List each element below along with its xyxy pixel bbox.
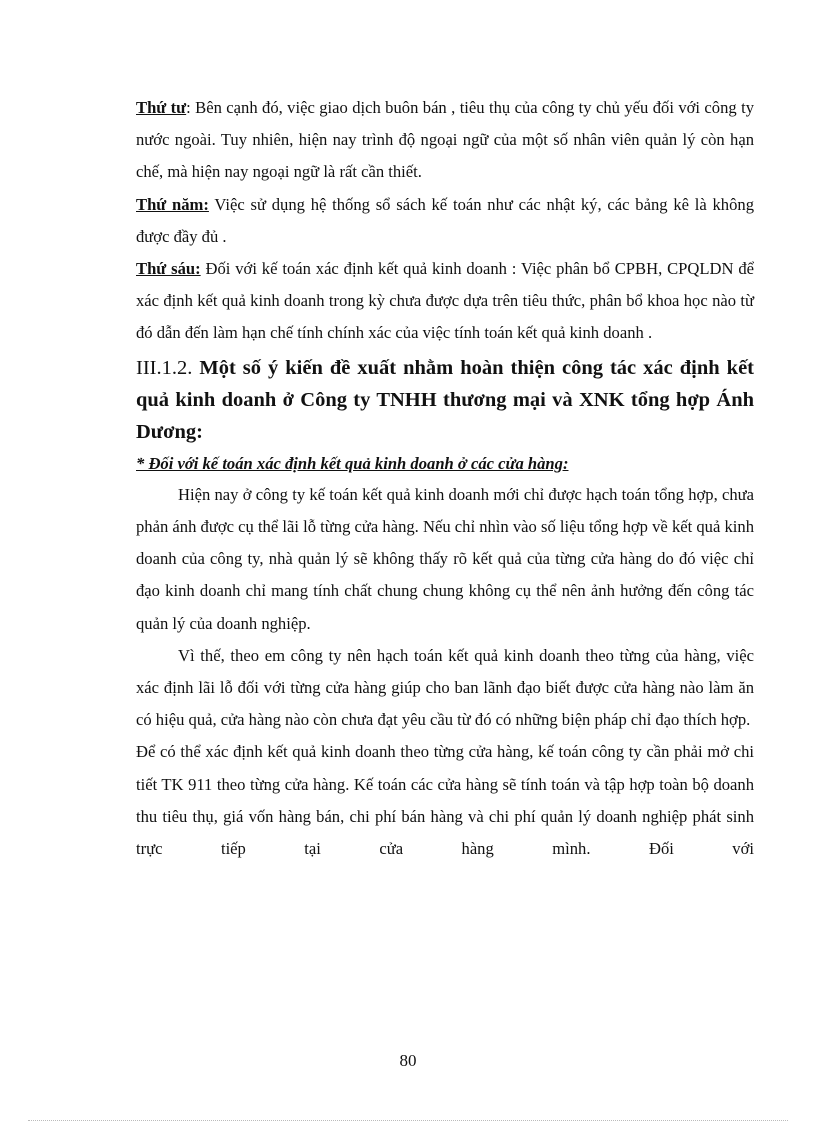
paragraph-label: Thứ tư [136,98,187,117]
body-paragraph-1: Hiện nay ở công ty kế toán kết quả kinh doanh mới chỉ được hạch toán tổng hợp, chưa phản ánh được cụ thể lãi lỗ từng cửa hàng. Nếu chỉ nhìn vào số liệu tổng hợp về kết quả kinh doanh của công ty, nhà quản lý sẽ không thấy rõ kết quả của từng cửa hàng do đó việc chỉ đạo kinh doanh chỉ mang tính chất chung chung không cụ thể nên ảnh hưởng đến công tác quản lý của doanh nghiệp. [136,484,754,633]
section-title: Một số ý kiến đề xuất nhằm hoàn thiện công tác xác định kết quả kinh doanh ở Công ty TNHH thương mại và XNK tổng hợp Ánh Dương: [136,356,754,444]
paragraph-thu-sau [136,253,754,350]
section-number: III.1.2. [136,356,193,379]
paragraph-thu-nam [136,189,754,253]
paragraph-text: Việc sử dụng hệ thống sổ sách kế toán như các nhật ký, các bảng kê là không được đầy đủ . [136,194,754,246]
paragraph-thu-tu [136,92,754,189]
section-heading [136,352,754,449]
paragraph-text: : Bên cạnh đó, việc giao dịch buôn bán , tiêu thụ của công ty chủ yếu đối với công ty nước ngoài. Tuy nhiên, hiện nay trình độ ngoại ngữ của một số nhân viên quản lý còn hạn chế, mà hiện nay ngoại ngữ là rất cần thiết. [136,98,754,182]
page-number: 80 [399,1051,417,1070]
body-paragraph-3: Để có thể xác định kết quả kinh doanh theo từng cửa hàng, kế toán công ty cần phải mở chi tiết TK 911 theo từng cửa hàng. Kế toán các cửa hàng sẽ tính toán và tập hợp toàn bộ doanh thu tiêu thụ, giá vốn hàng bán, chi phí bán hàng và chi phí quản lý doanh nghiệp phát sinh trực tiếp tại cửa hàng mình. Đối với [136,742,754,859]
document-page [136,92,754,865]
paragraph-text: Đối với kế toán xác định kết quả kinh doanh : Việc phân bổ CPBH, CPQLDN để xác định kết quả kinh doanh trong kỳ chưa được dựa trên tiêu thức, phân bổ khoa học nào từ đó dẫn đến làm hạn chế tính chính xác của việc tính toán kết quả kinh doanh . [136,259,754,343]
body-paragraph-2: Vì thế, theo em công ty nên hạch toán kết quả kinh doanh theo từng của hàng, việc xác định lãi lỗ đối với từng cửa hàng giúp cho ban lãnh đạo biết được cửa hàng nào làm ăn có hiệu quả, cửa hàng nào còn chưa đạt yêu cầu từ đó có những biện pháp chỉ đạo thích hợp. [136,645,754,730]
paragraph-label: Thứ sáu: [136,259,201,279]
subsection-heading: * Đối với kế toán xác định kết quả kinh doanh ở các cửa hàng: [136,453,569,473]
page-bottom-divider [28,1120,788,1121]
paragraph-label: Thứ năm: [136,194,209,214]
